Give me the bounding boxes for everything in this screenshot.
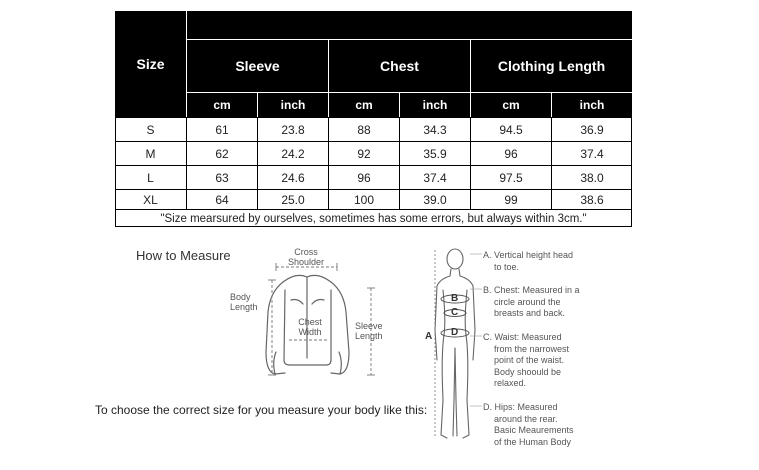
grid-line [115,226,632,227]
table-cell: 38.6 [552,190,632,210]
clothing-length-header: Clothing Length [471,40,632,92]
table-cell: 97.5 [471,166,551,189]
length-inch-header: inch [552,93,632,117]
sleeve-header: Sleeve [187,40,328,92]
table-cell: 24.2 [258,142,328,165]
grid-line [551,117,552,210]
sleeve-length-label: Sleeve Length [355,321,383,341]
grid-line [470,117,471,210]
grid-line [115,11,632,12]
grid-line [551,92,552,117]
size-label: M [115,142,186,165]
grid-line [186,117,187,210]
grid-line [399,117,400,210]
table-cell: 99 [471,190,551,210]
size-label: XL [115,190,186,210]
note-a: A. Vertical height head to toe. [483,250,574,272]
grid-line [257,117,258,210]
grid-line [470,39,471,117]
length-cm-header: cm [471,93,551,117]
size-label: L [115,166,186,189]
table-cell: 37.4 [400,166,470,189]
measure-instruction: To choose the correct size for you measure your body like this: [95,403,428,417]
sleeve-inch-header: inch [258,93,328,117]
size-header: Size [115,11,186,117]
table-cell: 88 [329,118,399,141]
table-cell: 24.6 [258,166,328,189]
body-length-label: Body Length [230,292,258,312]
grid-line [115,209,632,210]
sleeve-cm-header: cm [187,93,257,117]
letter-a: A [425,331,433,342]
table-cell: 62 [187,142,257,165]
letter-c: C [451,307,459,318]
grid-line [115,189,632,190]
table-cell: 96 [329,166,399,189]
table-cell: 25.0 [258,190,328,210]
chest-header: Chest [329,40,470,92]
note-c: C. Waist: Measured from the narrowest point of the waist. Body shoould be relaxed. [483,332,570,388]
letter-d: D [451,327,459,338]
grid-line [115,11,116,227]
grid-line [399,92,400,117]
grid-line [187,39,632,40]
table-cell: 23.8 [258,118,328,141]
grid-line [115,117,632,118]
chest-width-label: Chest Width [298,317,322,337]
grid-line [115,141,632,142]
how-to-measure-title: How to Measure [136,248,231,263]
letter-b: B [451,293,459,304]
table-cell: 92 [329,142,399,165]
table-cell: 63 [187,166,257,189]
table-cell: 35.9 [400,142,470,165]
cross-shoulder-label: Cross Shoulder [287,247,325,267]
grid-line [328,39,329,117]
table-note: "Size mearsured by ourselves, sometimes has some errors, but always within 3cm." [115,210,632,227]
table-cell: 64 [187,190,257,210]
table-cell: 38.0 [552,166,632,189]
chest-inch-header: inch [400,93,470,117]
size-chart-table [115,11,632,227]
table-cell: 37.4 [552,142,632,165]
table-cell: 61 [187,118,257,141]
table-cell: 100 [329,190,399,210]
grid-line [328,117,329,210]
grid-line [186,11,187,117]
note-d: D. Hips: Measured around the rear. Basic Meaurements of the Human Body [483,402,574,447]
table-cell: 94.5 [471,118,551,141]
grid-line [631,11,632,227]
table-cell: 34.3 [400,118,470,141]
note-b: B. Chest: Measured in a circle around the breasts and back. [483,285,580,318]
grid-line [115,165,632,166]
size-label: S [115,118,186,141]
table-cell: 39.0 [400,190,470,210]
table-cell: 96 [471,142,551,165]
table-cell: 36.9 [552,118,632,141]
grid-line [187,92,632,93]
header-top-band [187,11,632,39]
chest-cm-header: cm [329,93,399,117]
grid-line [257,92,258,117]
